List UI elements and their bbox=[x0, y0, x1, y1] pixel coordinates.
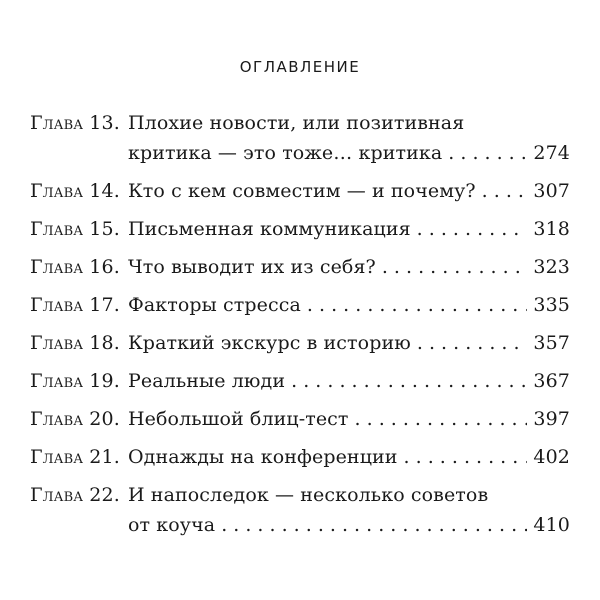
chapter-label: Глава 18. bbox=[30, 332, 120, 354]
page-number: 397 bbox=[533, 408, 570, 430]
chapter-title-line: Что выводит их из себя? bbox=[128, 256, 376, 278]
chapter-title-line: Факторы стресса bbox=[128, 294, 301, 316]
toc-entry[interactable] bbox=[30, 328, 570, 358]
chapter-label: Глава 22. bbox=[30, 484, 120, 506]
chapter-label: Глава 14. bbox=[30, 180, 120, 202]
dot-leader bbox=[221, 510, 527, 540]
chapter-label: Глава 17. bbox=[30, 294, 120, 316]
page-number: 318 bbox=[533, 218, 570, 240]
dot-leader bbox=[307, 290, 528, 320]
chapter-title-line: критика — это тоже… критика bbox=[128, 142, 443, 164]
dot-leader bbox=[355, 404, 528, 434]
toc-list bbox=[30, 108, 570, 548]
toc-entry[interactable] bbox=[30, 442, 570, 472]
toc-entry[interactable] bbox=[30, 252, 570, 282]
chapter-body bbox=[128, 214, 570, 244]
page-number: 357 bbox=[533, 332, 570, 354]
dot-leader bbox=[482, 176, 528, 206]
toc-entry[interactable] bbox=[30, 480, 570, 540]
chapter-label: Глава 13. bbox=[30, 112, 120, 134]
chapter-body bbox=[128, 176, 570, 206]
chapter-body bbox=[128, 290, 570, 320]
chapter-label: Глава 15. bbox=[30, 218, 120, 240]
toc-entry[interactable] bbox=[30, 404, 570, 434]
page-number: 410 bbox=[533, 514, 570, 536]
chapter-label: Глава 16. bbox=[30, 256, 120, 278]
page-number: 402 bbox=[533, 446, 570, 468]
dot-leader bbox=[417, 214, 528, 244]
dot-leader bbox=[448, 138, 527, 168]
toc-entry[interactable] bbox=[30, 214, 570, 244]
dot-leader bbox=[417, 328, 528, 358]
chapter-title-line: от коуча bbox=[128, 514, 216, 536]
page-number: 274 bbox=[533, 142, 570, 164]
chapter-title-line: И напоследок — несколько советов bbox=[128, 484, 489, 506]
chapter-title-line: Реальные люди bbox=[128, 370, 286, 392]
chapter-label: Глава 20. bbox=[30, 408, 120, 430]
chapter-body bbox=[128, 328, 570, 358]
page-number: 335 bbox=[533, 294, 570, 316]
chapter-title-line: Краткий экскурс в историю bbox=[128, 332, 411, 354]
dot-leader bbox=[291, 366, 527, 396]
dot-leader bbox=[382, 252, 528, 282]
chapter-label: Глава 19. bbox=[30, 370, 120, 392]
chapter-label: Глава 21. bbox=[30, 446, 120, 468]
page-number: 307 bbox=[533, 180, 570, 202]
toc-entry[interactable] bbox=[30, 290, 570, 320]
chapter-title-line: Небольшой блиц-тест bbox=[128, 408, 349, 430]
toc-entry[interactable] bbox=[30, 108, 570, 168]
toc-entry[interactable] bbox=[30, 366, 570, 396]
chapter-body bbox=[128, 404, 570, 434]
chapter-title-line: Письменная коммуникация bbox=[128, 218, 411, 240]
chapter-body bbox=[128, 252, 570, 282]
chapter-body bbox=[128, 366, 570, 396]
page-number: 323 bbox=[533, 256, 570, 278]
chapter-title-line: Плохие новости, или позитивная bbox=[128, 112, 465, 134]
chapter-body bbox=[128, 442, 570, 472]
chapter-title-line: Однажды на конференции bbox=[128, 446, 398, 468]
dot-leader bbox=[404, 442, 528, 472]
chapter-body bbox=[128, 108, 570, 168]
page-number: 367 bbox=[533, 370, 570, 392]
chapter-title-line: Кто с кем совместим — и почему? bbox=[128, 180, 476, 202]
chapter-body bbox=[128, 480, 570, 540]
toc-heading: ОГЛАВЛЕНИЕ bbox=[239, 58, 361, 76]
toc-entry[interactable] bbox=[30, 176, 570, 206]
